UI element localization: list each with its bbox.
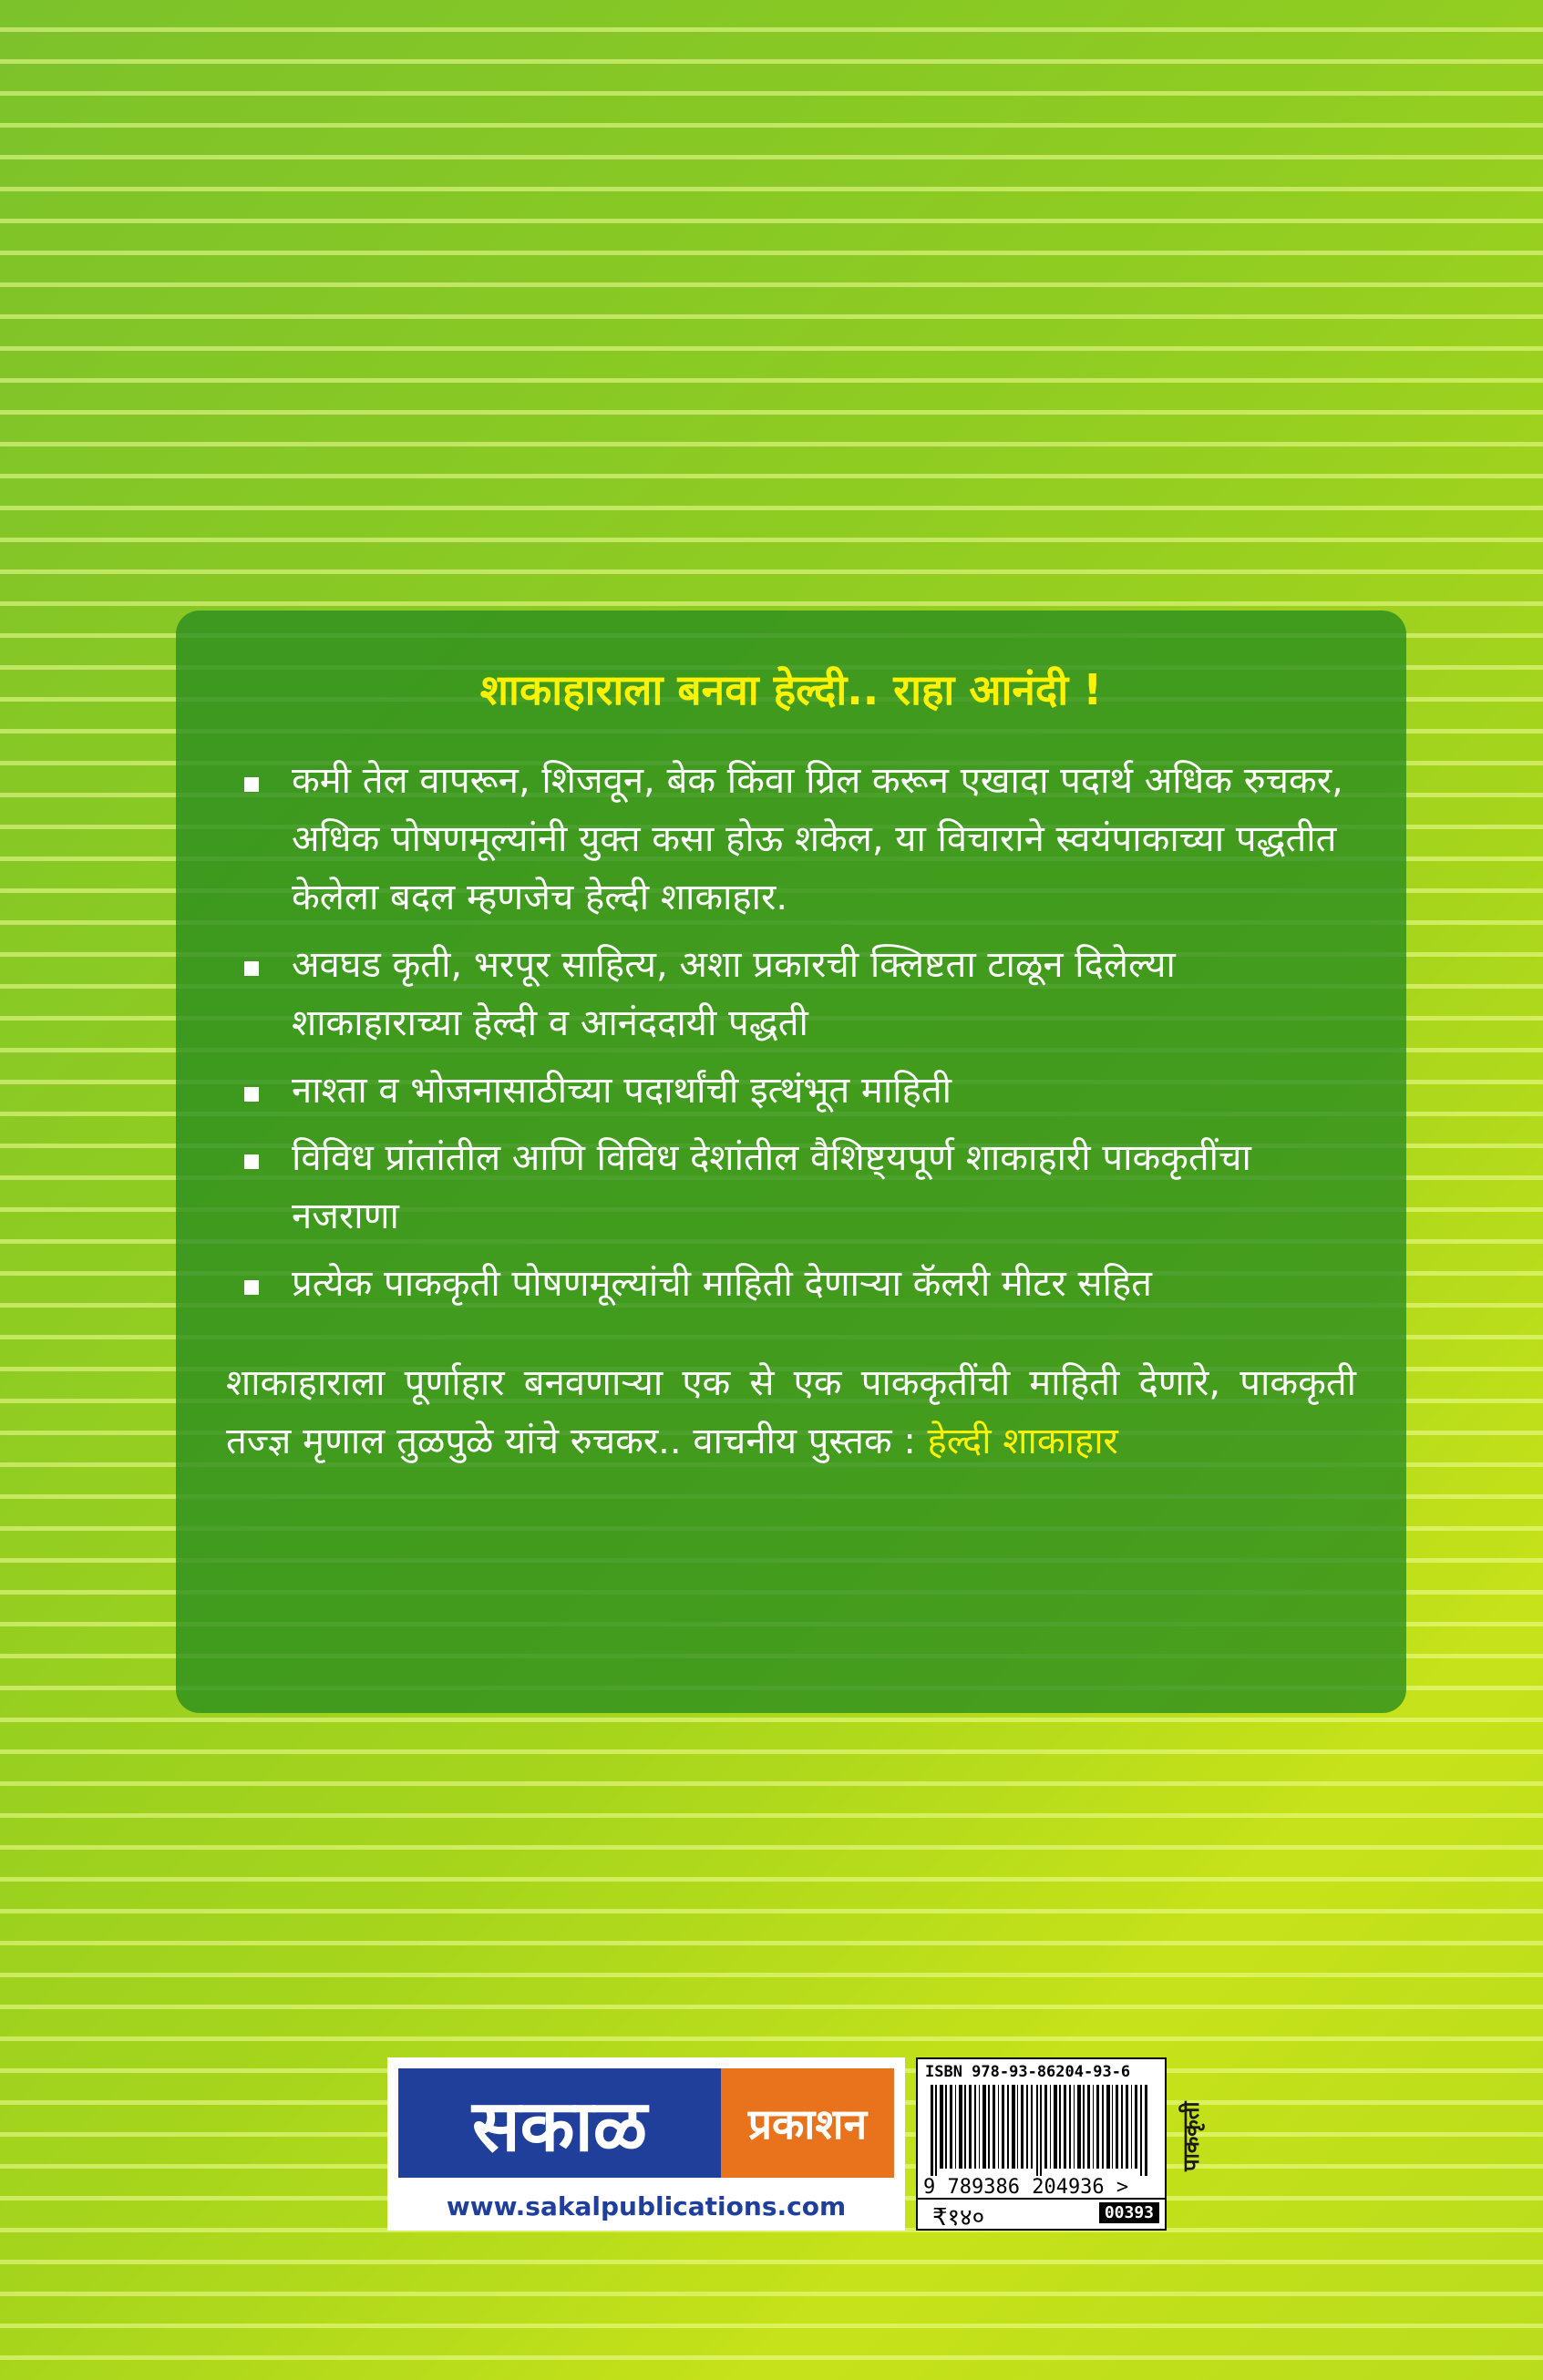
description-panel [176, 610, 1406, 1713]
list-item: प्रत्येक पाककृती पोषणमूल्यांची माहिती देणाऱ्या कॅलरी मीटर सहित [244, 1255, 1356, 1313]
list-item: नाश्ता व भोजनासाठीच्या पदार्थांची इत्थंभूत माहिती [244, 1062, 1356, 1120]
barcode-number: 9 789386 204936 > [923, 2176, 1129, 2199]
bullet-square-icon [244, 1154, 259, 1169]
isbn-label: ISBN 978-93-86204-93-6 [925, 2063, 1131, 2081]
price: ₹१४० [932, 2204, 985, 2231]
bullet-square-icon [244, 777, 259, 792]
bullet-square-icon [244, 1087, 259, 1102]
summary-paragraph: शाकाहाराला पूर्णाहार बनवणाऱ्या एक से एक पाककृतींची माहिती देणारे, पाककृती तज्ज्ञ मृणाल तुळपुळे यांचे रुचकर.. वाचनीय पुस्तक : हेल्दी शाकाहार [226, 1362, 1356, 1463]
logo-sub: प्रकाशन [721, 2068, 894, 2178]
list-item: कमी तेल वापरून, शिजवून, बेक किंवा ग्रिल करून एखादा पदार्थ अधिक रुचकर, अधिक पोषणमूल्यांनी युक्त कसा होऊ शकेल, या विचाराने स्वयंपाकाच्या पद्धतीत केलेला बदल म्हणजेच हेल्दी शाकाहार. [244, 752, 1356, 927]
feature-list [226, 752, 1356, 1313]
logo-main: सकाळ [398, 2068, 721, 2178]
bullet-square-icon [244, 961, 259, 976]
book-title: हेल्दी शाकाहार [927, 1421, 1118, 1463]
barcode-box [916, 2057, 1167, 2231]
bullet-square-icon [244, 1280, 259, 1295]
list-item: विविध प्रांतांतील आणि विविध देशांतील वैशिष्ट्यपूर्ण शाकाहारी पाककृतींचा नजराणा [244, 1129, 1356, 1246]
headline: शाकाहाराला बनवा हेल्दी.. राहा आनंदी ! [479, 665, 1103, 714]
product-code: 00393 [1099, 2202, 1159, 2223]
publisher-logo [387, 2057, 905, 2231]
barcode-icon [931, 2085, 1149, 2176]
list-item: अवघड कृती, भरपूर साहित्य, अशा प्रकारची क्लिष्टता टाळून दिलेल्या शाकाहाराच्या हेल्दी व आनंददायी पद्धती [244, 936, 1356, 1052]
category-label: पाककृती [1178, 2101, 1204, 2172]
publisher-url: www.sakalpublications.com [446, 2191, 847, 2221]
